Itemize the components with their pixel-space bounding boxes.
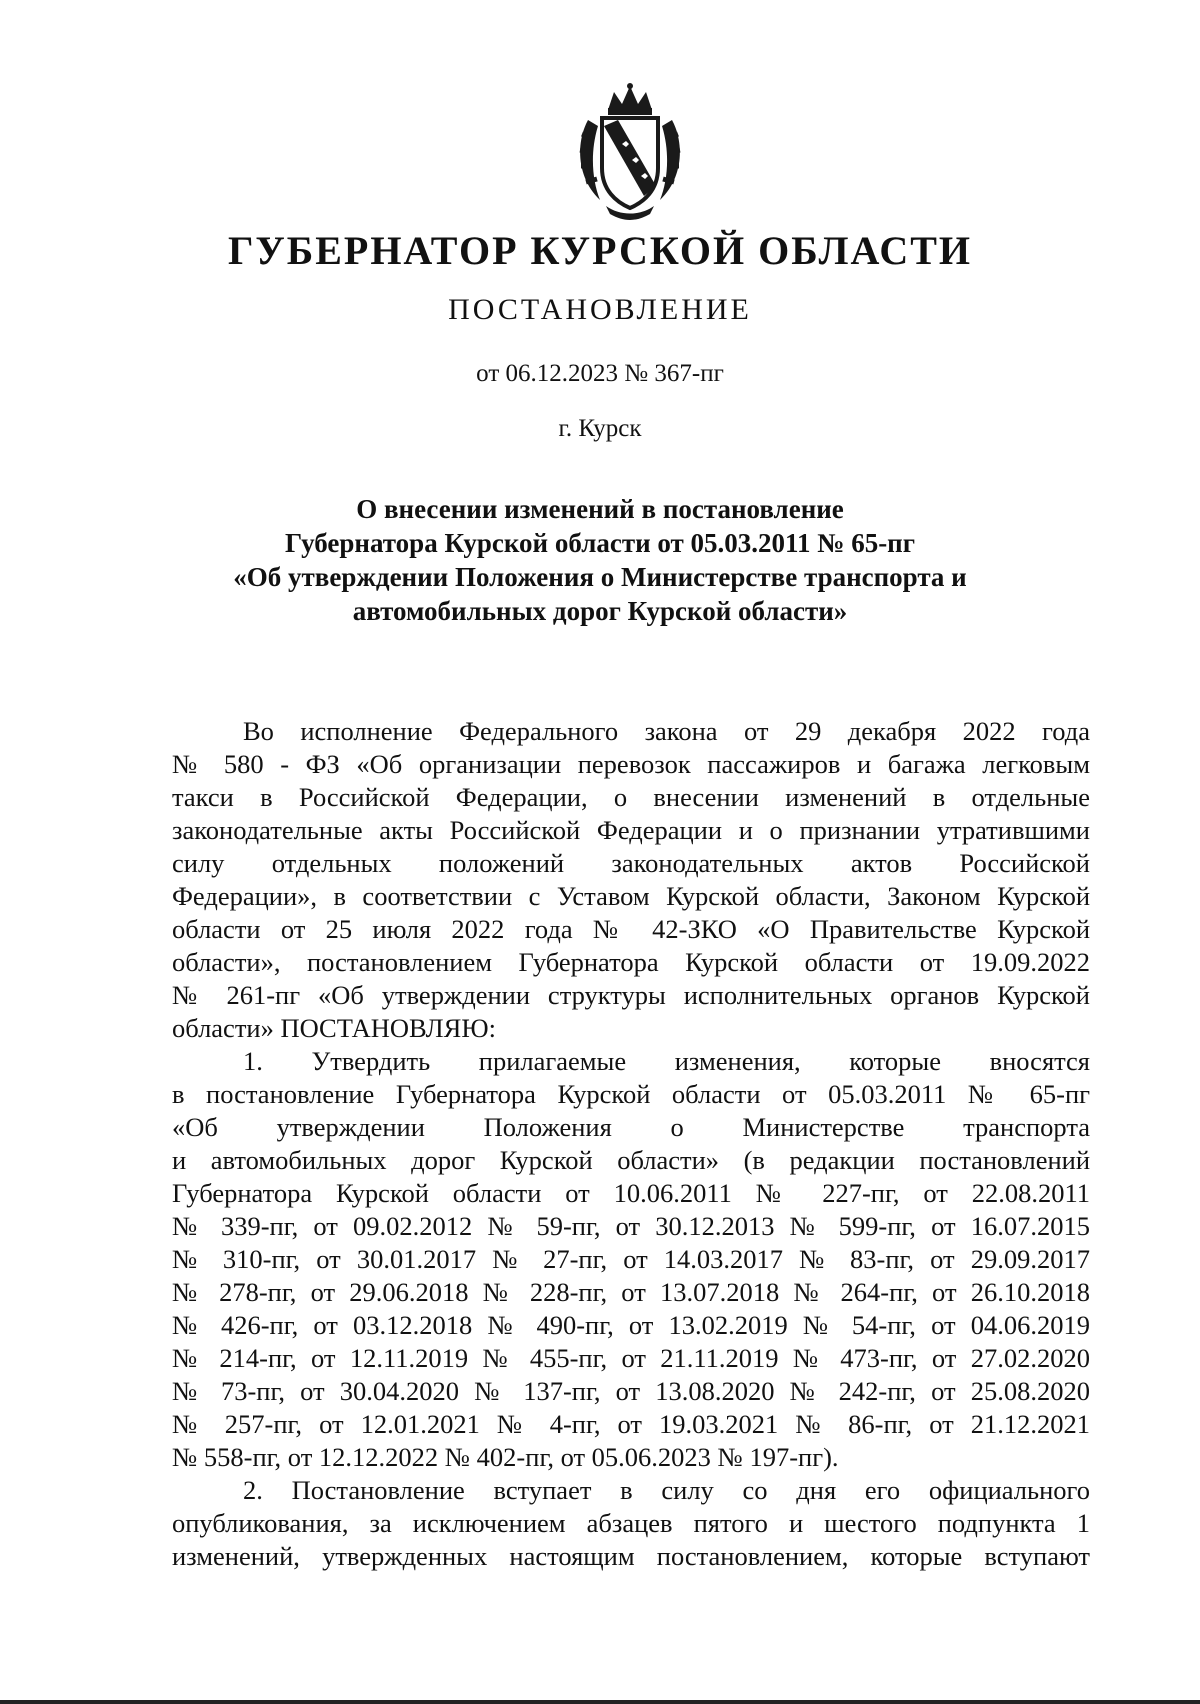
body-line: области», постановлением Губернатора Курской области от 19.09.2022 [172,947,1090,977]
body-line: области» ПОСТАНОВЛЯЮ: [172,1013,496,1043]
item-1-line: № 257-пг, от 12.01.2021 № 4-пг, от 19.03.2021 № 86-пг, от 21.12.2021 [172,1409,1090,1439]
item-1-line: № 426-пг, от 03.12.2018 № 490-пг, от 13.02.2019 № 54-пг, от 04.06.2019 [172,1310,1090,1340]
coat-of-arms-icon [570,82,690,222]
item-1-line: Губернатора Курской области от 10.06.2011 № 227-пг, от 22.08.2011 [172,1178,1090,1208]
item-1-line: № 339-пг, от 09.02.2012 № 59-пг, от 30.12.2013 № 599-пг, от 16.07.2015 [172,1211,1090,1241]
document-body [172,715,1090,1573]
heading-line: О внесении изменений в постановление [356,494,844,524]
item-1-line: в постановление Губернатора Курской области от 05.03.2011 № 65-пг [172,1079,1090,1109]
page-edge-line [0,1700,1200,1704]
item-1-line: № 310-пг, от 30.01.2017 № 27-пг, от 14.03.2017 № 83-пг, от 29.09.2017 [172,1244,1090,1274]
doc-city: г. Курск [558,415,642,442]
body-line: № 261-пг «Об утверждении структуры исполнительных органов Курской [172,980,1090,1010]
body-line: силу отдельных положений законодательных актов Российской [172,848,1090,878]
doc-type: ПОСТАНОВЛЕНИЕ [448,293,752,326]
item-1-line: 1. Утвердить прилагаемые изменения, которые вносятся [243,1046,1090,1076]
body-line: такси в Российской Федерации, о внесении изменений в отдельные [172,782,1090,812]
heading-line: автомобильных дорог Курской области» [352,596,848,626]
item-1-line: «Об утверждении Положения о Министерстве транспорта [172,1112,1090,1142]
item-1-line: № 558-пг, от 12.12.2022 № 402-пг, от 05.06.2023 № 197-пг). [172,1442,839,1472]
heading-line: «Об утверждении Положения о Министерстве транспорта и [233,562,967,592]
body-line: законодательные акты Российской Федерации и о признании утратившими [172,815,1090,845]
doc-heading [180,492,1020,628]
item-2-line: изменений, утвержденных настоящим постановлением, которые вступают [172,1541,1090,1571]
org-title: ГУБЕРНАТОР КУРСКОЙ ОБЛАСТИ [227,228,973,273]
item-2-line: опубликования, за исключением абзацев пятого и шестого подпункта 1 [172,1508,1090,1538]
item-1-line: № 214-пг, от 12.11.2019 № 455-пг, от 21.11.2019 № 473-пг, от 27.02.2020 [172,1343,1090,1373]
item-2-line: 2. Постановление вступает в силу со дня его официального [243,1475,1090,1505]
body-line: Федерации», в соответствии с Уставом Курской области, Законом Курской [172,881,1090,911]
body-line: № 580 - ФЗ «Об организации перевозок пассажиров и багажа легковым [172,749,1090,779]
heading-line: Губернатора Курской области от 05.03.2011 № 65-пг [284,528,916,558]
doc-number: от 06.12.2023 № 367-пг [476,360,724,387]
item-1-line: № 73-пг, от 30.04.2020 № 137-пг, от 13.08.2020 № 242-пг, от 25.08.2020 [172,1376,1090,1406]
item-1-line: № 278-пг, от 29.06.2018 № 228-пг, от 13.07.2018 № 264-пг, от 26.10.2018 [172,1277,1090,1307]
body-line: области от 25 июля 2022 года № 42-ЗКО «О Правительстве Курской [172,914,1090,944]
body-line: Во исполнение Федерального закона от 29 декабря 2022 года [243,716,1090,746]
item-1-line: и автомобильных дорог Курской области» (в редакции постановлений [172,1145,1090,1175]
